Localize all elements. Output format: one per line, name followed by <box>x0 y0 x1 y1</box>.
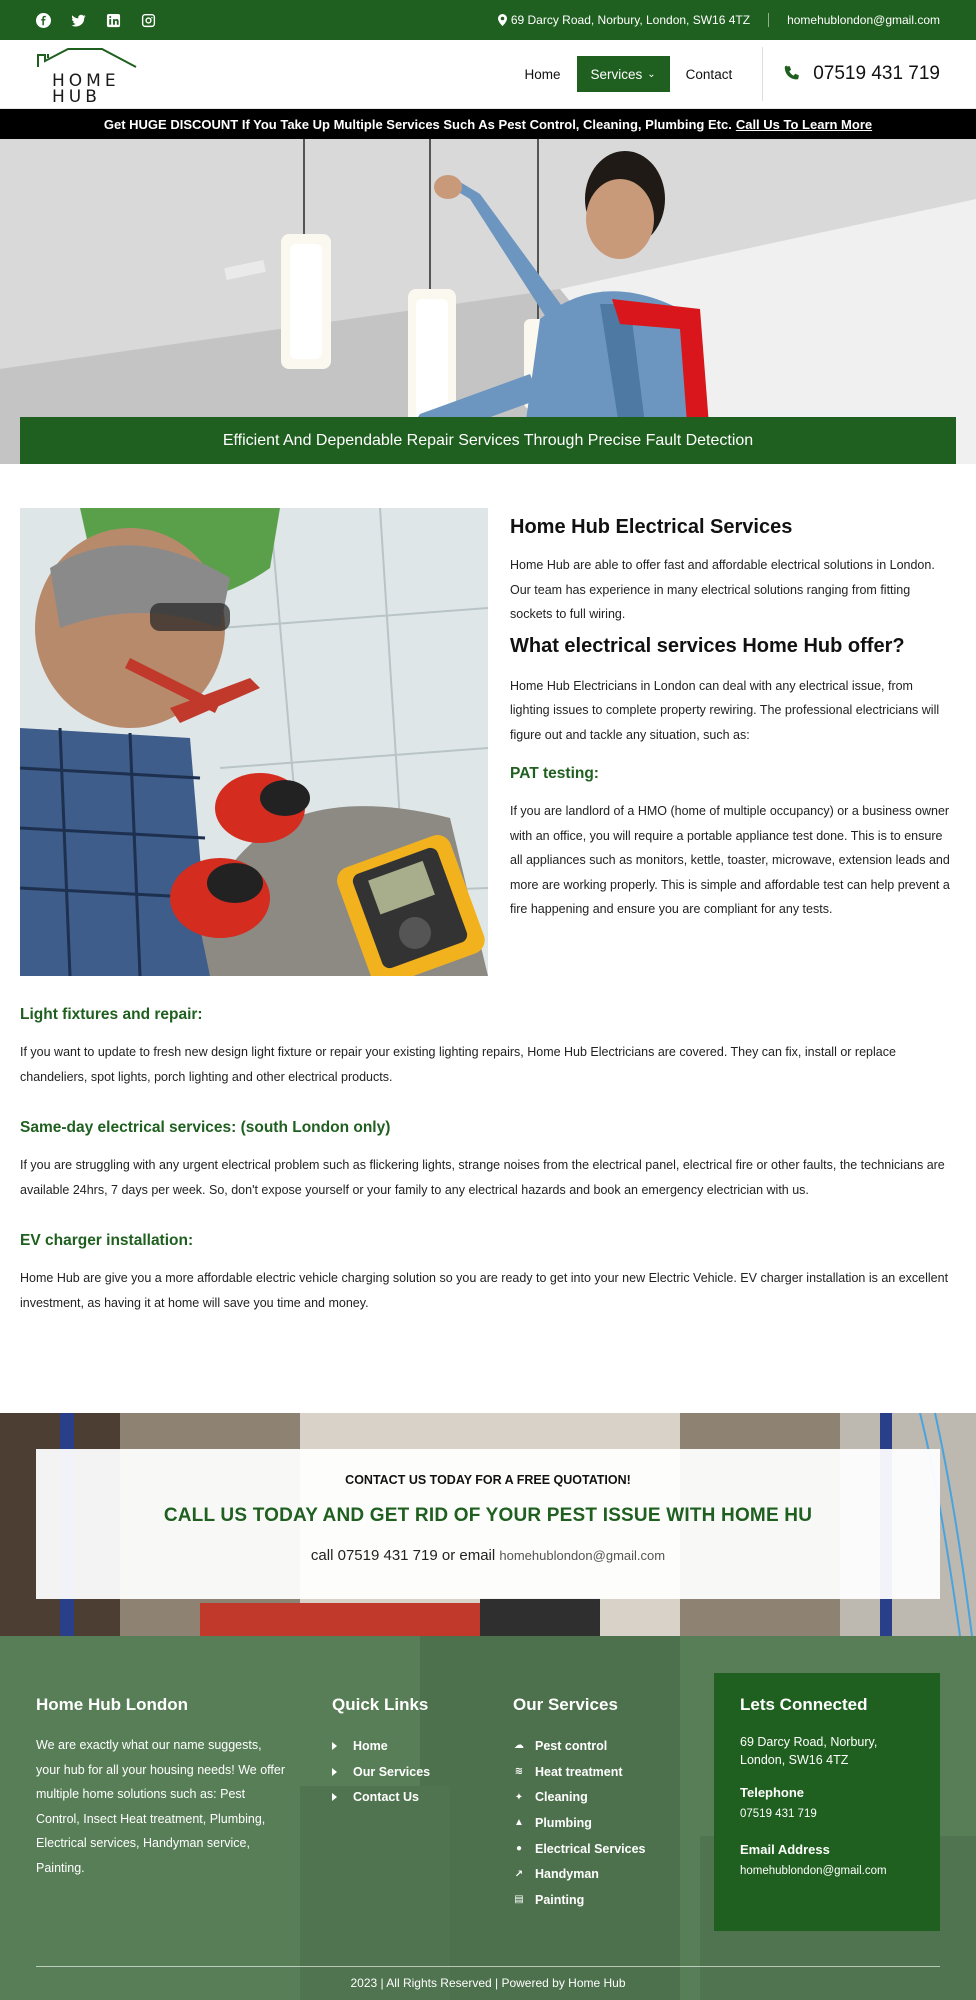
main-nav <box>511 40 747 108</box>
intro-text <box>510 508 956 976</box>
footer-email-link[interactable]: homehublondon@gmail.com <box>740 1865 887 1877</box>
footer-divider <box>36 1966 940 1967</box>
logo-word-home: HOME <box>52 71 120 91</box>
footer-service-label: Heat treatment <box>535 1764 623 1779</box>
footer-connect-title: Lets Connected <box>740 1695 868 1714</box>
footer-about-text: We are exactly what our name suggests, your hub for all your housing needs! We offer multiple home solutions such as: Pest Control, Insect Heat treatment, Plumbing, Electrical services, Handyman service, Painting. <box>36 1738 285 1875</box>
footer-link-home[interactable] <box>332 1733 482 1759</box>
footer-service-cleaning[interactable] <box>513 1784 703 1810</box>
promo-bar <box>0 109 976 139</box>
footer-service-label: Electrical Services <box>535 1841 646 1856</box>
footer-service-heat-treatment[interactable] <box>513 1759 703 1785</box>
cta-kicker: CONTACT US TODAY FOR A FREE QUOTATION! <box>345 1473 631 1487</box>
footer-service-label: Painting <box>535 1892 585 1907</box>
footer-service-handyman[interactable] <box>513 1861 703 1887</box>
nav-contact[interactable]: Contact <box>685 66 733 82</box>
header-phone-number: 07519 431 719 <box>813 63 940 84</box>
pest-icon: ☁ <box>514 1740 524 1752</box>
top-email-link[interactable]: homehublondon@gmail.com <box>787 13 940 27</box>
footer-address: 69 Darcy Road, Norbury, London, SW16 4TZ <box>740 1735 878 1767</box>
header-phone[interactable] <box>762 47 940 101</box>
footer-copyright: 2023 | All Rights Reserved | Powered by Home Hub <box>350 1976 626 1990</box>
top-address-text: 69 Darcy Road, Norbury, London, SW16 4TZ <box>510 13 751 27</box>
services-offered-paragraph: Home Hub Electricians in London can deal with any electrical issue, from lighting issues to complete property rewiring. The professional electricians will figure out and tackle any situation, such as: <box>510 678 940 742</box>
footer-link-label: Home <box>353 1738 388 1753</box>
footer-service-plumbing[interactable] <box>513 1810 703 1836</box>
services-details <box>20 1006 956 1315</box>
footer-email-label: Email Address <box>740 1842 830 1857</box>
instagram-icon[interactable] <box>141 13 156 28</box>
header-right <box>511 40 941 108</box>
logo-word-hub: HUB <box>52 87 101 107</box>
chevron-down-icon: ⌄ <box>647 68 656 80</box>
social-links <box>36 13 156 28</box>
footer-service-pest-control[interactable] <box>513 1733 703 1759</box>
caret-right-icon <box>332 1768 337 1776</box>
footer-services-title: Our Services <box>513 1695 618 1714</box>
twitter-icon[interactable] <box>71 13 86 28</box>
electrician-multimeter-illustration <box>20 508 488 976</box>
intro-paragraph: Home Hub are able to offer fast and affordable electrical solutions in London. Our team has experience in many electrical solutions ranging from fitting sockets to full wiring. <box>510 558 935 621</box>
main-content <box>0 464 976 1315</box>
footer-link-contact[interactable] <box>332 1784 482 1810</box>
nav-services-label: Services <box>590 66 643 82</box>
footer-link-services[interactable] <box>332 1759 482 1785</box>
footer-service-label: Handyman <box>535 1867 599 1882</box>
cta-headline: CALL US TODAY AND GET RID OF YOUR PEST ISSUE WITH HOME HU <box>163 1505 813 1526</box>
footer-connect <box>714 1673 940 1931</box>
site-footer <box>0 1636 976 2000</box>
top-bar <box>0 0 976 40</box>
ev-charger-title: EV charger installation: <box>20 1232 194 1249</box>
footer-link-label: Our Services <box>353 1764 431 1779</box>
footer-service-label: Pest control <box>535 1738 608 1753</box>
footer-service-painting[interactable] <box>513 1887 703 1913</box>
pat-testing-title: PAT testing: <box>510 765 599 782</box>
footer-our-services <box>513 1673 703 1913</box>
cta-section <box>0 1413 976 1636</box>
intro-row <box>20 508 956 976</box>
bulb-icon: ● <box>515 1843 523 1855</box>
same-day-title: Same-day electrical services: (south London only) <box>20 1119 391 1136</box>
section-title: Home Hub Electrical Services <box>510 516 793 538</box>
pat-testing-paragraph: If you are landlord of a HMO (home of multiple occupancy) or a business owner with an office, you will require a portable appliance test done. This is to ensure all appliances such as monitors, kettle, toaster, microwave, extension leads and more are working properly. This is simple and affordable test can help prevent a fire happening and ensure you are compliant for any tests. <box>510 804 950 916</box>
cta-contact-line <box>36 1547 940 1564</box>
site-header <box>0 40 976 109</box>
electrician-testing-image <box>20 508 488 976</box>
light-fixtures-title: Light fixtures and repair: <box>20 1006 203 1023</box>
footer-about-title: Home Hub London <box>36 1695 189 1714</box>
plumbing-icon: ▲ <box>514 1817 524 1829</box>
cta-email-link[interactable]: homehublondon@gmail.com <box>499 1548 666 1563</box>
caret-right-icon <box>332 1793 337 1801</box>
cta-call-text: call 07519 431 719 or email <box>310 1547 496 1564</box>
heat-icon: ≋ <box>514 1766 524 1778</box>
top-contact-info <box>498 13 940 27</box>
footer-link-label: Contact Us <box>353 1790 419 1805</box>
services-offered-title: What electrical services Home Hub offer? <box>510 634 905 657</box>
footer-telephone-link[interactable]: 07519 431 719 <box>740 1808 817 1820</box>
hero-electrician-image <box>0 139 976 464</box>
hero-section <box>0 139 976 464</box>
promo-call-link[interactable]: Call Us To Learn More <box>735 116 873 132</box>
footer-links-title: Quick Links <box>332 1695 429 1714</box>
caret-right-icon <box>332 1742 337 1750</box>
home-hub-logo[interactable] <box>36 45 138 107</box>
phone-icon <box>783 65 801 83</box>
nav-services[interactable] <box>577 56 670 92</box>
hero-banner: Efficient And Dependable Repair Services Through Precise Fault Detection <box>20 417 956 464</box>
light-fixtures-paragraph: If you want to update to fresh new design light fixture or repair your existing lighting repairs, Home Hub Electricians are covered. They can fix, install or replace chandeliers, spot lights, porch lighting and other electrical products. <box>20 1045 896 1084</box>
ev-charger-paragraph: Home Hub are give you a more affordable electric vehicle charging solution so you are ready to get into your new Electric Vehicle. EV charger installation is an excellent investment, as having it at home will save you time and money. <box>20 1271 949 1310</box>
promo-text: Get HUGE DISCOUNT If You Take Up Multiple Services Such As Pest Control, Cleaning, Plumbing Etc. <box>103 116 732 132</box>
footer-service-label: Cleaning <box>535 1790 588 1805</box>
facebook-icon[interactable] <box>36 13 51 28</box>
map-pin-icon <box>498 14 507 26</box>
linkedin-icon[interactable] <box>106 13 121 28</box>
cleaning-icon: ✦ <box>514 1791 524 1803</box>
wrench-icon: ↗ <box>514 1868 524 1880</box>
footer-about <box>36 1673 286 1880</box>
paint-roller-icon: ▤ <box>514 1894 524 1906</box>
footer-service-electrical[interactable] <box>513 1836 703 1862</box>
footer-quick-links <box>332 1673 482 1810</box>
nav-home[interactable]: Home <box>524 66 561 82</box>
footer-service-label: Plumbing <box>535 1815 592 1830</box>
cta-box <box>36 1449 940 1599</box>
footer-telephone-label: Telephone <box>740 1785 805 1800</box>
same-day-paragraph: If you are struggling with any urgent electrical problem such as flickering lights, strange noises from the electrical panel, electrical fire or other faults, the technicians are available 24hrs, 7 days per week. So, don't expose yourself or your family to any electrical hazards and book an emergency electrician with us. <box>20 1158 945 1197</box>
top-address <box>498 13 769 27</box>
footer-columns <box>36 1673 940 1933</box>
